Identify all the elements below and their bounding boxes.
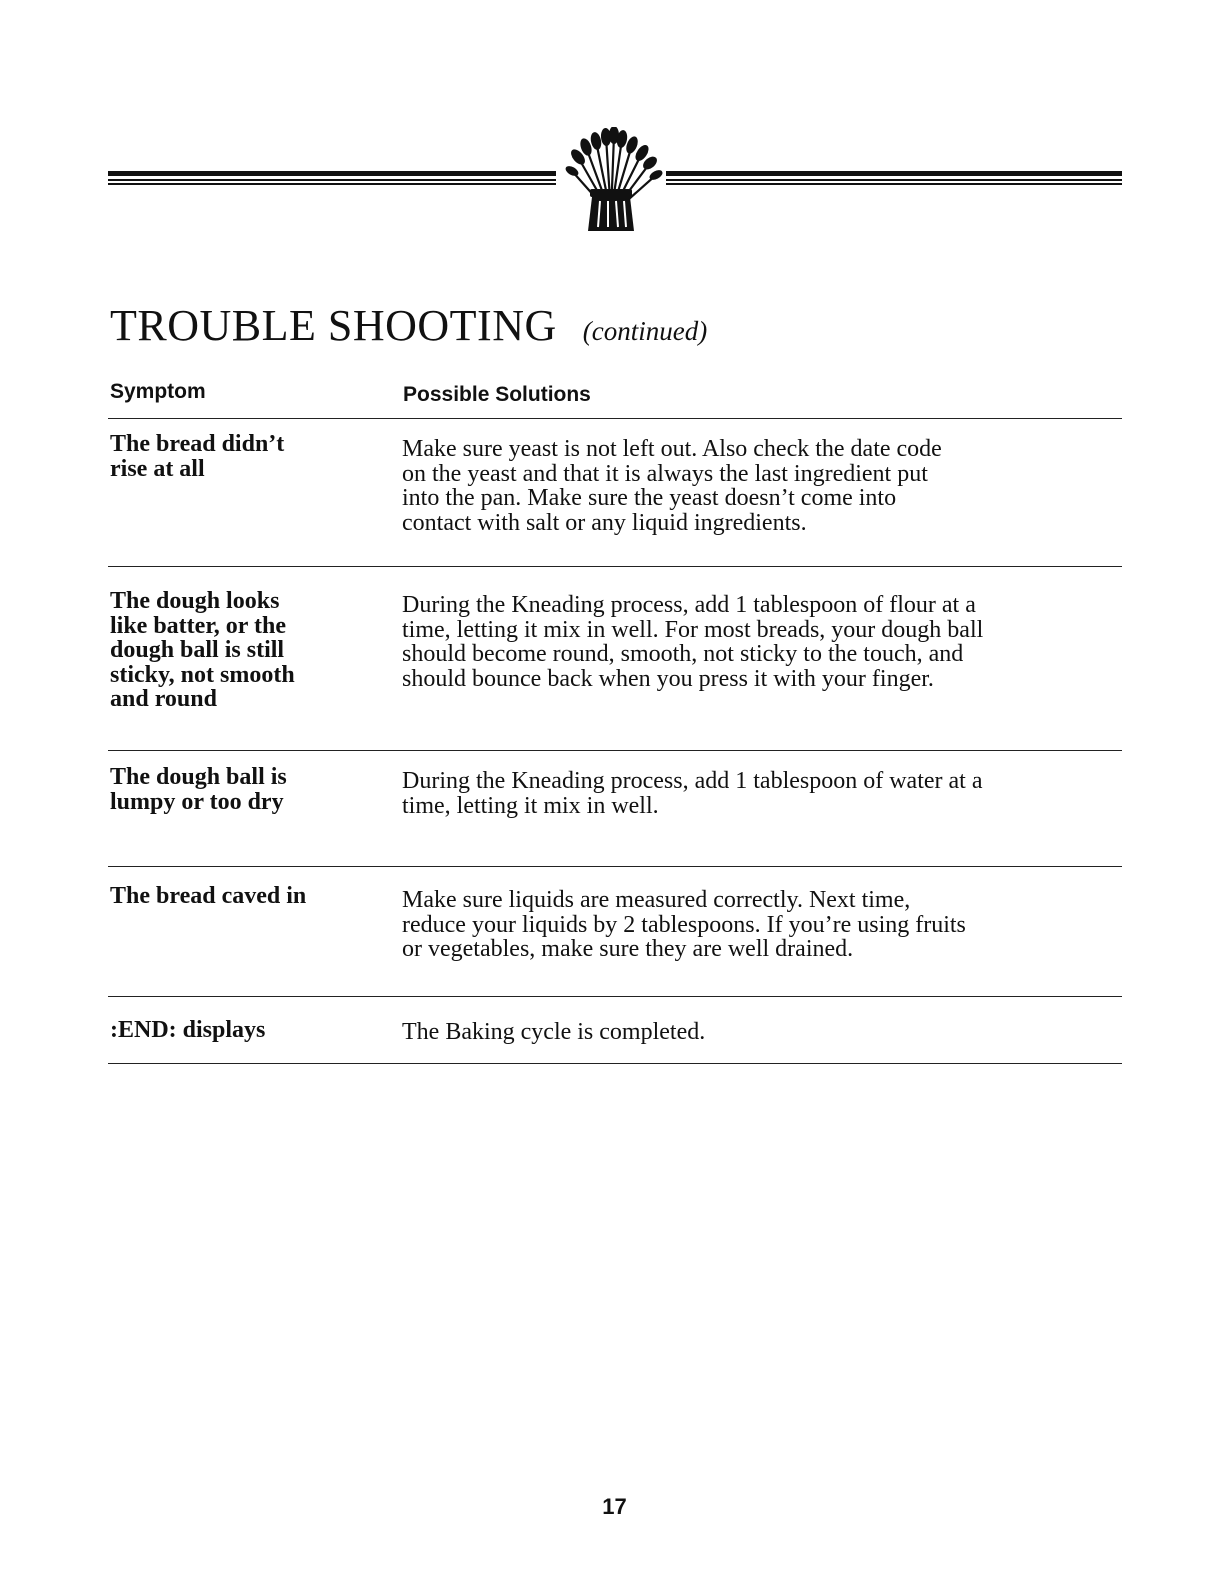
symptom-line: :END: displays — [110, 1017, 266, 1043]
row-divider — [108, 566, 1122, 567]
row-divider — [108, 750, 1122, 751]
solution-line: During the Kneading process, add 1 tablespoon of flour at a — [402, 592, 976, 618]
symptom-line: lumpy or too dry — [110, 788, 284, 815]
header-rule — [108, 418, 1122, 419]
symptom-line: The dough looks — [110, 588, 280, 614]
table-bottom-rule — [108, 1063, 1122, 1064]
page-title — [110, 300, 707, 351]
solution-cell — [402, 769, 1107, 818]
symptom-line: and round — [110, 686, 217, 712]
symptom-line: like batter, or the — [110, 612, 286, 639]
page-number: 17 — [602, 1494, 627, 1519]
symptom-line: The dough ball is — [110, 764, 287, 790]
solution-line: or vegetables, make sure they are well drained. — [402, 936, 854, 962]
column-header-symptom: Symptom — [110, 380, 206, 403]
solution-line: should bounce back when you press it with your finger. — [402, 665, 934, 692]
solution-line: time, letting it mix in well. For most breads, your dough ball — [402, 616, 984, 643]
symptom-cell — [110, 765, 360, 814]
symptom-cell — [110, 1018, 360, 1043]
solution-cell — [402, 888, 1107, 962]
symptom-line: dough ball is still — [110, 637, 285, 663]
symptom-line: rise at all — [110, 455, 205, 482]
solution-line: contact with salt or any liquid ingredients. — [402, 509, 807, 536]
solution-cell — [402, 1020, 1107, 1045]
symptom-cell — [110, 432, 360, 481]
solution-line: time, letting it mix in well. — [402, 792, 659, 819]
solution-line: Make sure yeast is not left out. Also check the date code — [402, 436, 942, 462]
column-header-solutions: Possible Solutions — [403, 383, 591, 406]
title-text: TROUBLE SHOOTING — [110, 301, 557, 350]
row-divider — [108, 996, 1122, 997]
solution-line: reduce your liquids by 2 tablespoons. If you’re using fruits — [402, 911, 966, 938]
solution-cell — [402, 593, 1107, 691]
solution-line: should become round, smooth, not sticky to the touch, and — [402, 641, 964, 667]
title-continued: (continued) — [582, 316, 708, 346]
solution-line: The Baking cycle is completed. — [402, 1019, 706, 1045]
solution-cell — [402, 437, 1107, 535]
row-divider — [108, 866, 1122, 867]
solution-line: into the pan. Make sure the yeast doesn’t come into — [402, 485, 897, 511]
solution-line: During the Kneading process, add 1 tablespoon of water at a — [402, 768, 983, 794]
symptom-line: The bread didn’t — [110, 431, 285, 457]
symptom-cell — [110, 589, 360, 712]
symptom-line: sticky, not smooth — [110, 661, 295, 688]
solution-line: on the yeast and that it is always the last ingredient put — [402, 460, 928, 487]
wheat-sheaf-icon — [556, 127, 666, 233]
symptom-line: The bread caved in — [110, 883, 307, 909]
symptom-cell — [110, 884, 360, 909]
solution-line: Make sure liquids are measured correctly. Next time, — [402, 887, 911, 913]
